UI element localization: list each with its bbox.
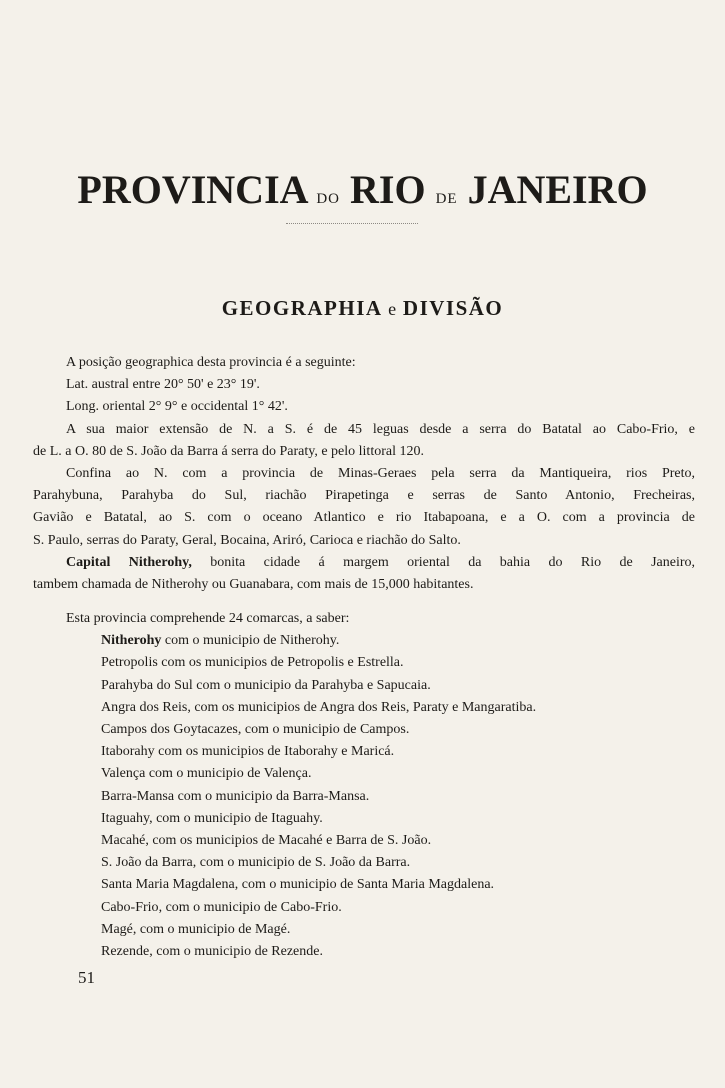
comarca-item: [33, 719, 695, 741]
comarca-name: Itaborahy: [101, 744, 155, 760]
capital-line-2: tambem chamada de Nitherohy ou Guanabara, com mais de 15,000 habitantes.: [33, 576, 474, 592]
title-word-rio: RIO: [349, 167, 426, 212]
borders-line-1: Confina ao N. com a provincia de Minas-Geraes pela serra da Mantiqueira, rios Preto,: [66, 465, 695, 481]
comarca-name: Campos dos Goytacazes: [101, 722, 238, 737]
section-word-geographia: GEOGRAPHIA: [221, 296, 382, 320]
comarca-detail: , com o municipio de Campos.: [237, 722, 410, 737]
comarcas-list: [33, 630, 695, 963]
title-word-de: DE: [435, 191, 458, 207]
comarca-item: [33, 897, 695, 919]
section-word-e: e: [388, 299, 397, 319]
comarca-detail: com os municipios de Petropolis e Estrella.: [157, 655, 404, 671]
borders-line-3: Gavião e Batatal, ao S. com o oceano Atlantico e rio Itabapoana, e a O. com a provincia de: [33, 510, 695, 526]
comarca-name: Parahyba do Sul: [101, 677, 193, 693]
comarca-detail: com o municipio da Parahyba e Sapucaia.: [192, 677, 431, 693]
comarca-detail: , com os municipios de Angra dos Reis, Paraty e Mangaratiba.: [187, 699, 537, 715]
comarca-name: Angra dos Reis: [101, 699, 188, 715]
comarca-name: Rezende: [101, 943, 150, 959]
comarca-detail: , com os municipios de Macahé e Barra de S. João.: [145, 832, 432, 848]
comarca-item: [33, 941, 695, 963]
comarca-item: [33, 786, 695, 808]
comarca-item: [33, 852, 695, 874]
section-heading: [0, 296, 725, 321]
comarca-name: Nitherohy: [101, 633, 162, 649]
longitude-line: Long. oriental 2° 9° e occidental 1° 42'.: [66, 399, 288, 415]
comarca-detail: , com o municipio de Itaguahy.: [149, 810, 323, 826]
borders-line-4: S. Paulo, serras do Paraty, Geral, Bocaina, Ariró, Carioca e riachão do Salto.: [33, 532, 461, 548]
comarca-name: Cabo-Frio: [101, 899, 159, 915]
comarca-detail: , com o municipio de S. João da Barra.: [192, 855, 411, 871]
comarca-detail: , com o municipio de Rezende.: [149, 943, 323, 959]
comarca-item: [33, 808, 695, 830]
capital-line-1: [33, 552, 695, 574]
comarca-name: Barra-Mansa: [101, 788, 175, 804]
comarca-item: [33, 630, 695, 652]
comarca-item: [33, 652, 695, 674]
comarca-item: [33, 763, 695, 785]
comarca-item: [33, 697, 695, 719]
title-word-provincia: PROVINCIA: [77, 167, 307, 212]
title-divider: [286, 223, 418, 224]
comarca-name: Santa Maria Magdalena: [101, 877, 235, 893]
latitude-line: Lat. austral entre 20° 50' e 23° 19'.: [66, 377, 260, 393]
comarca-item: [33, 830, 695, 852]
comarca-name: S. João da Barra: [101, 855, 193, 871]
capital-label: Capital Nitherohy,: [66, 554, 192, 570]
comarcas-intro: Esta provincia comprehende 24 comarcas, a saber:: [66, 611, 350, 627]
comarca-detail: com o municipio da Barra-Mansa.: [174, 788, 370, 804]
title-word-do: DO: [316, 191, 340, 207]
comarca-detail: , com o municipio de Santa Maria Magdalena.: [234, 877, 495, 893]
section-word-divisao: DIVISÃO: [402, 296, 504, 320]
comarca-name: Macahé: [101, 832, 146, 848]
comarca-detail: com o municipio de Nitherohy.: [161, 633, 340, 649]
title-word-janeiro: JANEIRO: [467, 167, 648, 212]
extent-line-2: de L. a O. 80 de S. João da Barra á serra do Paraty, e pelo littoral 120.: [33, 443, 424, 459]
comarca-item: [33, 675, 695, 697]
comarca-name: Itaguahy: [101, 810, 150, 826]
comarca-detail: , com o municipio de Magé.: [132, 921, 291, 937]
comarca-name: Valença: [101, 766, 146, 782]
page-title: [0, 166, 725, 213]
borders-line-2: Parahybuna, Parahyba do Sul, riachão Pirapetinga e serras de Santo Antonio, Frecheiras,: [33, 488, 695, 504]
comarca-detail: com o municipio de Valença.: [145, 766, 312, 782]
comarca-item: [33, 874, 695, 896]
comarca-name: Magé: [101, 921, 133, 937]
intro-line: A posição geographica desta provincia é a seguinte:: [66, 355, 356, 370]
capital-text: bonita cidade á margem oriental da bahia do Rio de Janeiro,: [210, 554, 695, 570]
body-text: [33, 352, 695, 963]
comarca-item: [33, 741, 695, 763]
comarca-item: [33, 919, 695, 941]
comarca-name: Petropolis: [101, 655, 158, 671]
extent-line-1: A sua maior extensão de N. a S. é de 45 leguas desde a serra do Batatal ao Cabo-Frio, e: [66, 421, 695, 437]
comarca-detail: , com o municipio de Cabo-Frio.: [158, 899, 342, 915]
page-number: 51: [78, 968, 95, 987]
comarca-detail: com os municipios de Itaborahy e Maricá.: [154, 744, 395, 760]
